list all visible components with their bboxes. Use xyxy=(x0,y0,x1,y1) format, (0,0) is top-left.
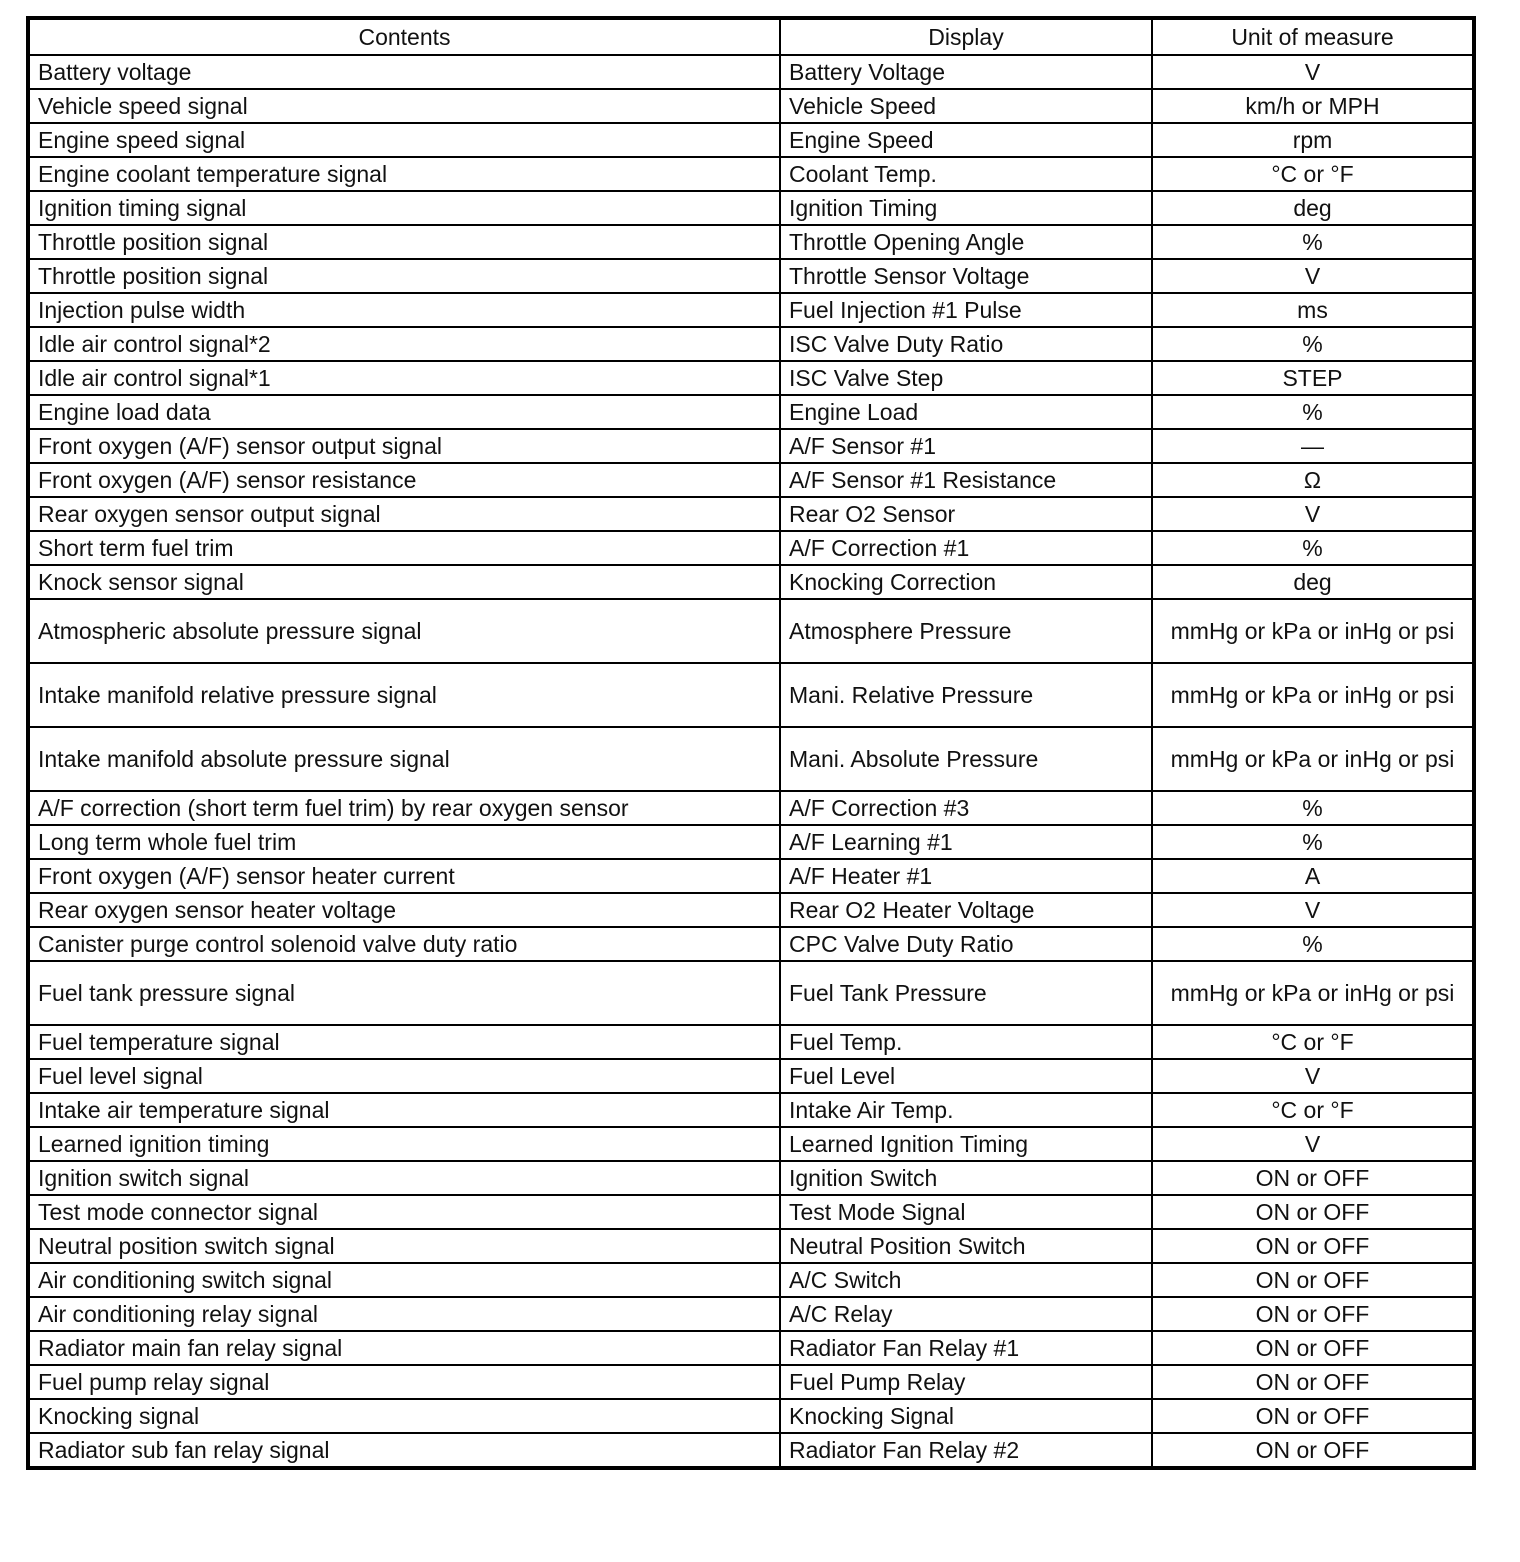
cell-unit: ON or OFF xyxy=(1152,1195,1474,1229)
cell-contents: Radiator main fan relay signal xyxy=(28,1331,780,1365)
cell-unit: Ω xyxy=(1152,463,1474,497)
cell-display: Knocking Signal xyxy=(780,1399,1152,1433)
cell-contents: Intake manifold relative pressure signal xyxy=(28,663,780,727)
table-row xyxy=(28,1297,1474,1331)
table-row xyxy=(28,361,1474,395)
cell-display: A/F Learning #1 xyxy=(780,825,1152,859)
table-row xyxy=(28,429,1474,463)
cell-unit: ON or OFF xyxy=(1152,1399,1474,1433)
cell-unit: ON or OFF xyxy=(1152,1331,1474,1365)
cell-contents: Engine coolant temperature signal xyxy=(28,157,780,191)
cell-unit: % xyxy=(1152,927,1474,961)
cell-contents: Idle air control signal*2 xyxy=(28,327,780,361)
header-row xyxy=(28,18,1474,55)
table-row xyxy=(28,1059,1474,1093)
cell-display: Rear O2 Sensor xyxy=(780,497,1152,531)
table-row xyxy=(28,123,1474,157)
cell-unit: mmHg or kPa or inHg or psi xyxy=(1152,727,1474,791)
parameter-table xyxy=(26,16,1476,1470)
table-row xyxy=(28,1365,1474,1399)
table-row xyxy=(28,531,1474,565)
cell-unit: mmHg or kPa or inHg or psi xyxy=(1152,663,1474,727)
cell-display: Throttle Sensor Voltage xyxy=(780,259,1152,293)
cell-unit: A xyxy=(1152,859,1474,893)
table-row xyxy=(28,1127,1474,1161)
cell-contents: Front oxygen (A/F) sensor heater current xyxy=(28,859,780,893)
table-row xyxy=(28,191,1474,225)
cell-unit: V xyxy=(1152,55,1474,89)
table-row xyxy=(28,927,1474,961)
cell-contents: Canister purge control solenoid valve duty ratio xyxy=(28,927,780,961)
cell-unit: % xyxy=(1152,791,1474,825)
table-row xyxy=(28,859,1474,893)
cell-contents: Rear oxygen sensor output signal xyxy=(28,497,780,531)
cell-display: Throttle Opening Angle xyxy=(780,225,1152,259)
cell-display: Neutral Position Switch xyxy=(780,1229,1152,1263)
table-row xyxy=(28,1399,1474,1433)
cell-contents: Air conditioning relay signal xyxy=(28,1297,780,1331)
cell-unit: ON or OFF xyxy=(1152,1365,1474,1399)
cell-unit: V xyxy=(1152,497,1474,531)
cell-unit: % xyxy=(1152,531,1474,565)
cell-unit: V xyxy=(1152,893,1474,927)
cell-display: A/F Correction #3 xyxy=(780,791,1152,825)
cell-contents: Short term fuel trim xyxy=(28,531,780,565)
cell-display: Fuel Temp. xyxy=(780,1025,1152,1059)
cell-display: Ignition Switch xyxy=(780,1161,1152,1195)
cell-display: Engine Speed xyxy=(780,123,1152,157)
cell-contents: Front oxygen (A/F) sensor resistance xyxy=(28,463,780,497)
cell-contents: Fuel pump relay signal xyxy=(28,1365,780,1399)
cell-contents: Knock sensor signal xyxy=(28,565,780,599)
table-row xyxy=(28,1093,1474,1127)
cell-display: Coolant Temp. xyxy=(780,157,1152,191)
cell-display: Radiator Fan Relay #2 xyxy=(780,1433,1152,1468)
document-page xyxy=(26,16,1472,1470)
cell-contents: Knocking signal xyxy=(28,1399,780,1433)
cell-contents: A/F correction (short term fuel trim) by rear oxygen sensor xyxy=(28,791,780,825)
cell-unit: km/h or MPH xyxy=(1152,89,1474,123)
cell-unit: deg xyxy=(1152,565,1474,599)
cell-display: Mani. Relative Pressure xyxy=(780,663,1152,727)
table-body xyxy=(28,55,1474,1468)
cell-unit: % xyxy=(1152,225,1474,259)
table-row xyxy=(28,599,1474,663)
cell-contents: Fuel temperature signal xyxy=(28,1025,780,1059)
cell-display: Ignition Timing xyxy=(780,191,1152,225)
table-row xyxy=(28,893,1474,927)
cell-display: Fuel Pump Relay xyxy=(780,1365,1152,1399)
table-row xyxy=(28,961,1474,1025)
cell-contents: Ignition switch signal xyxy=(28,1161,780,1195)
cell-display: Mani. Absolute Pressure xyxy=(780,727,1152,791)
table-row xyxy=(28,497,1474,531)
table-row xyxy=(28,395,1474,429)
cell-contents: Intake air temperature signal xyxy=(28,1093,780,1127)
cell-unit: ON or OFF xyxy=(1152,1433,1474,1468)
table-row xyxy=(28,1195,1474,1229)
cell-display: Vehicle Speed xyxy=(780,89,1152,123)
table-row xyxy=(28,1161,1474,1195)
table-row xyxy=(28,1433,1474,1468)
header-display: Display xyxy=(780,18,1152,55)
cell-contents: Fuel level signal xyxy=(28,1059,780,1093)
cell-display: Battery Voltage xyxy=(780,55,1152,89)
table-row xyxy=(28,1331,1474,1365)
table-row xyxy=(28,463,1474,497)
table-row xyxy=(28,259,1474,293)
cell-contents: Engine speed signal xyxy=(28,123,780,157)
cell-unit: ON or OFF xyxy=(1152,1161,1474,1195)
cell-contents: Long term whole fuel trim xyxy=(28,825,780,859)
cell-unit: ON or OFF xyxy=(1152,1297,1474,1331)
cell-display: Knocking Correction xyxy=(780,565,1152,599)
cell-contents: Neutral position switch signal xyxy=(28,1229,780,1263)
cell-display: A/F Sensor #1 xyxy=(780,429,1152,463)
cell-display: A/C Relay xyxy=(780,1297,1152,1331)
table-row xyxy=(28,1229,1474,1263)
table-row xyxy=(28,791,1474,825)
cell-contents: Rear oxygen sensor heater voltage xyxy=(28,893,780,927)
cell-display: A/F Correction #1 xyxy=(780,531,1152,565)
cell-contents: Air conditioning switch signal xyxy=(28,1263,780,1297)
cell-unit: rpm xyxy=(1152,123,1474,157)
cell-contents: Learned ignition timing xyxy=(28,1127,780,1161)
header-contents: Contents xyxy=(28,18,780,55)
cell-unit: ms xyxy=(1152,293,1474,327)
table-row xyxy=(28,727,1474,791)
cell-unit: V xyxy=(1152,1059,1474,1093)
cell-display: A/F Heater #1 xyxy=(780,859,1152,893)
cell-display: Rear O2 Heater Voltage xyxy=(780,893,1152,927)
cell-display: Fuel Injection #1 Pulse xyxy=(780,293,1152,327)
cell-contents: Front oxygen (A/F) sensor output signal xyxy=(28,429,780,463)
cell-contents: Intake manifold absolute pressure signal xyxy=(28,727,780,791)
cell-contents: Radiator sub fan relay signal xyxy=(28,1433,780,1468)
cell-unit: mmHg or kPa or inHg or psi xyxy=(1152,961,1474,1025)
cell-display: CPC Valve Duty Ratio xyxy=(780,927,1152,961)
cell-unit: — xyxy=(1152,429,1474,463)
cell-contents: Atmospheric absolute pressure signal xyxy=(28,599,780,663)
table-row xyxy=(28,1025,1474,1059)
cell-contents: Idle air control signal*1 xyxy=(28,361,780,395)
cell-display: ISC Valve Duty Ratio xyxy=(780,327,1152,361)
table-row xyxy=(28,157,1474,191)
cell-display: A/F Sensor #1 Resistance xyxy=(780,463,1152,497)
cell-unit: V xyxy=(1152,1127,1474,1161)
table-row xyxy=(28,293,1474,327)
header-unit: Unit of measure xyxy=(1152,18,1474,55)
cell-display: Test Mode Signal xyxy=(780,1195,1152,1229)
table-row xyxy=(28,1263,1474,1297)
cell-display: Fuel Level xyxy=(780,1059,1152,1093)
table-row xyxy=(28,663,1474,727)
table-row xyxy=(28,327,1474,361)
cell-display: Atmosphere Pressure xyxy=(780,599,1152,663)
cell-unit: mmHg or kPa or inHg or psi xyxy=(1152,599,1474,663)
cell-contents: Fuel tank pressure signal xyxy=(28,961,780,1025)
cell-contents: Test mode connector signal xyxy=(28,1195,780,1229)
cell-display: Learned Ignition Timing xyxy=(780,1127,1152,1161)
cell-unit: STEP xyxy=(1152,361,1474,395)
table-row xyxy=(28,825,1474,859)
cell-contents: Vehicle speed signal xyxy=(28,89,780,123)
table-row xyxy=(28,89,1474,123)
table-row xyxy=(28,565,1474,599)
cell-unit: % xyxy=(1152,327,1474,361)
table-row xyxy=(28,225,1474,259)
cell-contents: Injection pulse width xyxy=(28,293,780,327)
cell-contents: Engine load data xyxy=(28,395,780,429)
cell-unit: °C or °F xyxy=(1152,157,1474,191)
cell-display: A/C Switch xyxy=(780,1263,1152,1297)
cell-display: Intake Air Temp. xyxy=(780,1093,1152,1127)
cell-unit: °C or °F xyxy=(1152,1093,1474,1127)
cell-unit: V xyxy=(1152,259,1474,293)
table-row xyxy=(28,55,1474,89)
cell-unit: % xyxy=(1152,825,1474,859)
cell-unit: ON or OFF xyxy=(1152,1229,1474,1263)
cell-unit: deg xyxy=(1152,191,1474,225)
cell-contents: Throttle position signal xyxy=(28,259,780,293)
cell-display: ISC Valve Step xyxy=(780,361,1152,395)
cell-display: Engine Load xyxy=(780,395,1152,429)
cell-display: Radiator Fan Relay #1 xyxy=(780,1331,1152,1365)
cell-unit: °C or °F xyxy=(1152,1025,1474,1059)
cell-contents: Ignition timing signal xyxy=(28,191,780,225)
cell-display: Fuel Tank Pressure xyxy=(780,961,1152,1025)
cell-unit: ON or OFF xyxy=(1152,1263,1474,1297)
cell-contents: Battery voltage xyxy=(28,55,780,89)
cell-contents: Throttle position signal xyxy=(28,225,780,259)
cell-unit: % xyxy=(1152,395,1474,429)
